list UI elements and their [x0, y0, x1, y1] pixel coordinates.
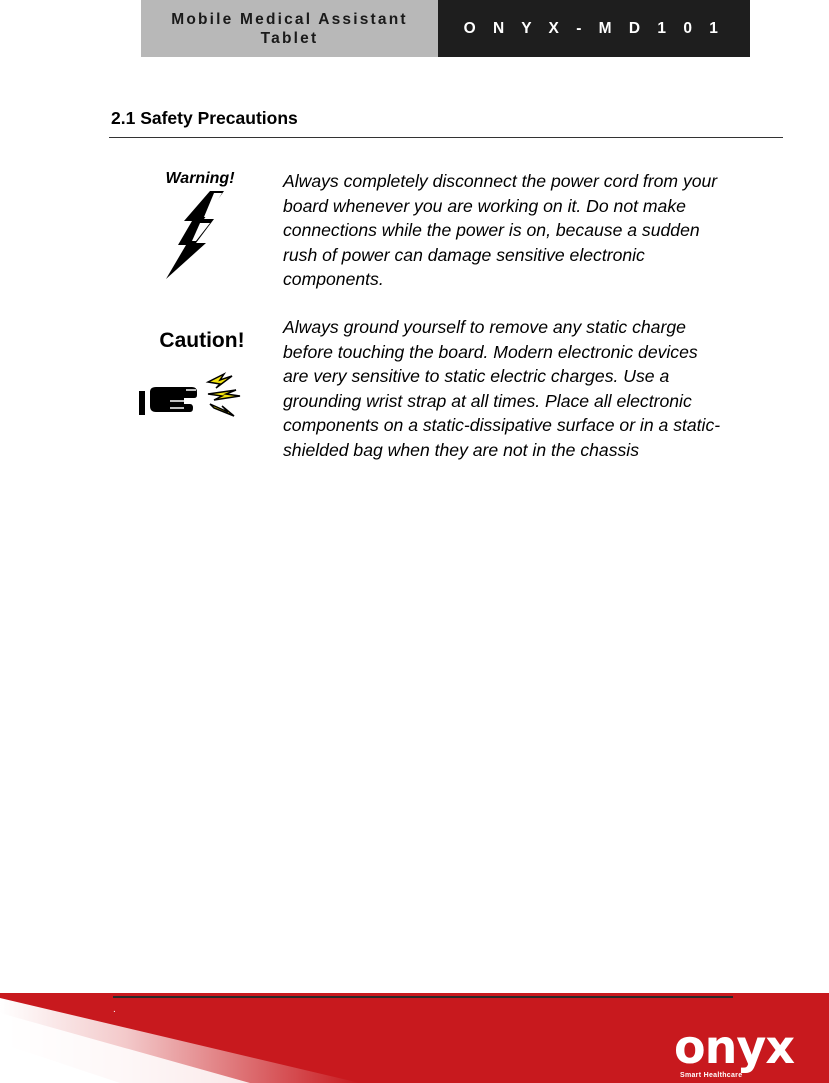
header-product-name-box	[141, 0, 438, 57]
warning-icon-label: Warning!	[165, 170, 235, 187]
section-divider	[109, 137, 783, 138]
onyx-logo: onyx	[674, 1020, 795, 1074]
footer-mark: .	[113, 1004, 116, 1015]
section-title: 2.1 Safety Precautions	[111, 108, 298, 128]
pointing-hand-static-icon	[139, 374, 240, 416]
header-product-name: Mobile Medical Assistant Tablet	[171, 10, 408, 47]
caution-text: Always ground yourself to remove any static charge before touching the board. Modern electronic devices are very sensitive to static electric charges. Use a grounding wrist strap at all times. Place all electronic components on a static-dissipative surface or in a static-shielded bag when they are not in the chassis	[283, 317, 721, 460]
header-model: O N Y X - M D 1 0 1	[463, 19, 725, 37]
warning-icon	[152, 165, 252, 285]
header-model-box	[438, 0, 750, 57]
lightning-bolt-icon	[166, 191, 224, 279]
caution-icon	[136, 324, 252, 420]
onyx-logo-tagline: Smart Healthcare	[680, 1072, 743, 1079]
footer-rule	[113, 996, 733, 998]
warning-text: Always completely disconnect the power cord from your board whenever you are working on it. Do not make connections while the power is on, because a sudden rush of power can damage sensitive electronic components.	[283, 171, 718, 289]
caution-icon-label: Caution!	[159, 329, 245, 352]
